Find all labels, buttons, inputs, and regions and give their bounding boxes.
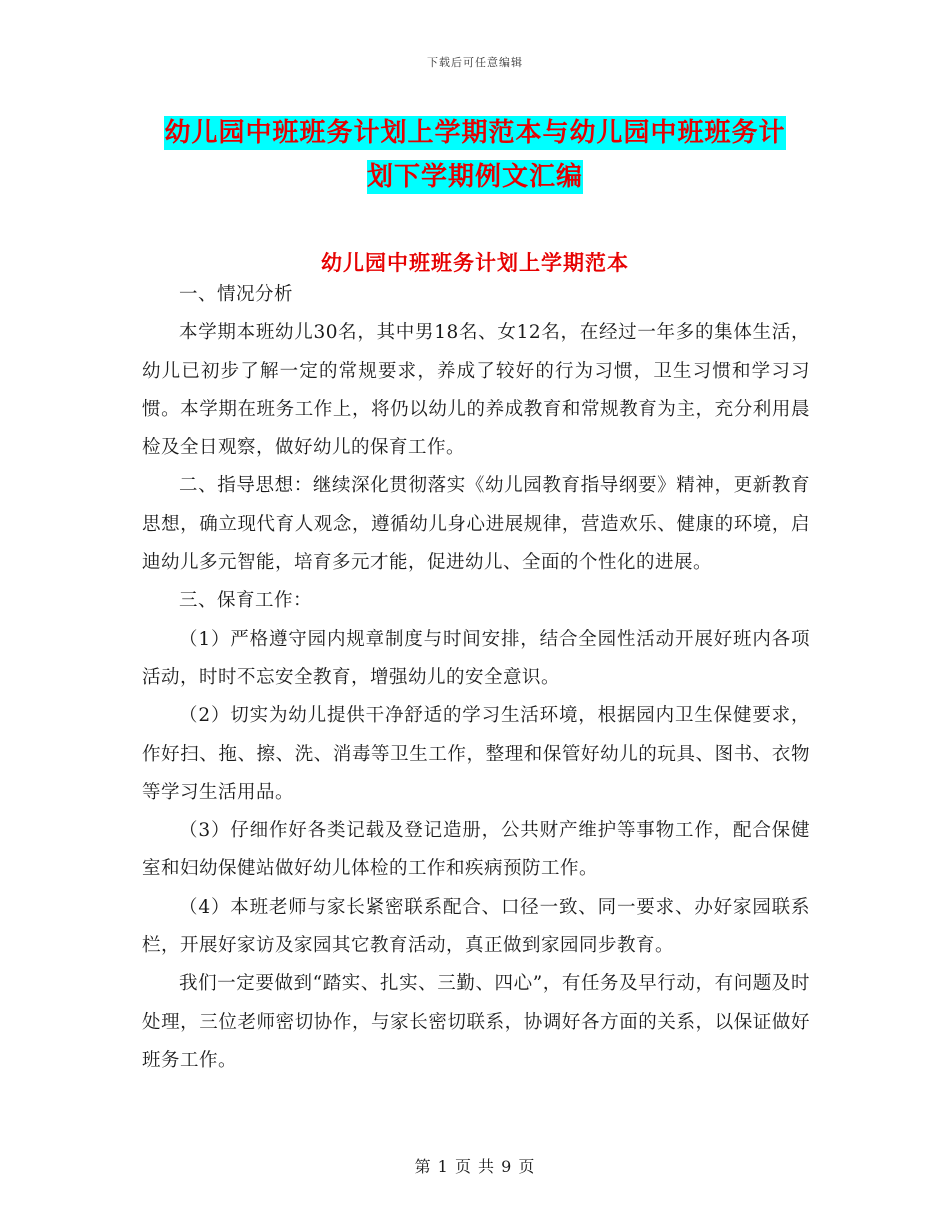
page-number-footer: 第 1 页 共 9 页 bbox=[414, 1157, 536, 1176]
header-note: 下载后可任意编辑 bbox=[427, 56, 523, 69]
heading-care-work: 三、保育工作： bbox=[179, 590, 313, 612]
heading-situation-analysis: 一、情况分析 bbox=[179, 284, 294, 305]
section-title: 幼儿园中班班务计划上学期范本 bbox=[321, 251, 629, 275]
paragraph-conclusion: 我们一定要做到“踏实、扎实、三勤、四心”，有任务及早行动，有问题及时处理，三位老师密切协作，与家长密切联系，协调好各方面的关系，以保证做好班务工作。 bbox=[142, 973, 810, 1071]
care-item-1: （1）严格遵守园内规章制度与时间安排，结合全园性活动开展好班内各项活动，时时不忘安全教育，增强幼儿的安全意识。 bbox=[142, 628, 810, 688]
document-title-line-1-text: 幼儿园中班班务计划上学期范本与幼儿园中班班务计 bbox=[164, 118, 786, 148]
paragraph-situation: 本学期本班幼儿30名，其中男18名、女12名，在经过一年多的集体生活，幼儿已初步了解一定的常规要求，养成了较好的行为习惯，卫生习惯和学习习惯。本学期在班务工作上，将仍以幼儿的养成教育和常规教育为主，充分利用晨检及全日观察，做好幼儿的保育工作。 bbox=[142, 322, 810, 459]
document-body bbox=[142, 276, 810, 1080]
care-item-4: （4）本班老师与家长紧密联系配合、口径一致、同一要求、办好家园联系栏，开展好家访及家园其它教育活动，真正做到家园同步教育。 bbox=[142, 896, 810, 957]
document-title-line-1 bbox=[0, 112, 950, 149]
paragraph-guiding-thought: 二、指导思想：继续深化贯彻落实《幼儿园教育指导纲要》精神，更新教育思想，确立现代育人观念，遵循幼儿身心进展规律，营造欢乐、健康的环境，启迪幼儿多元智能，培育多元才能，促进幼儿、全面的个性化的进展。 bbox=[142, 475, 810, 574]
care-item-3: （3）仔细作好各类记载及登记造册，公共财产维护等事物工作，配合保健室和妇幼保健站做好幼儿体检的工作和疾病预防工作。 bbox=[142, 820, 810, 880]
document-title-line-2 bbox=[0, 156, 950, 193]
care-item-2: （2）切实为幼儿提供干净舒适的学习生活环境，根据园内卫生保健要求，作好扫、拖、擦、洗、消毒等卫生工作，整理和保管好幼儿的玩具、图书、衣物等学习生活用品。 bbox=[142, 705, 810, 803]
document-title-line-2-text: 划下学期例文汇编 bbox=[366, 162, 583, 192]
